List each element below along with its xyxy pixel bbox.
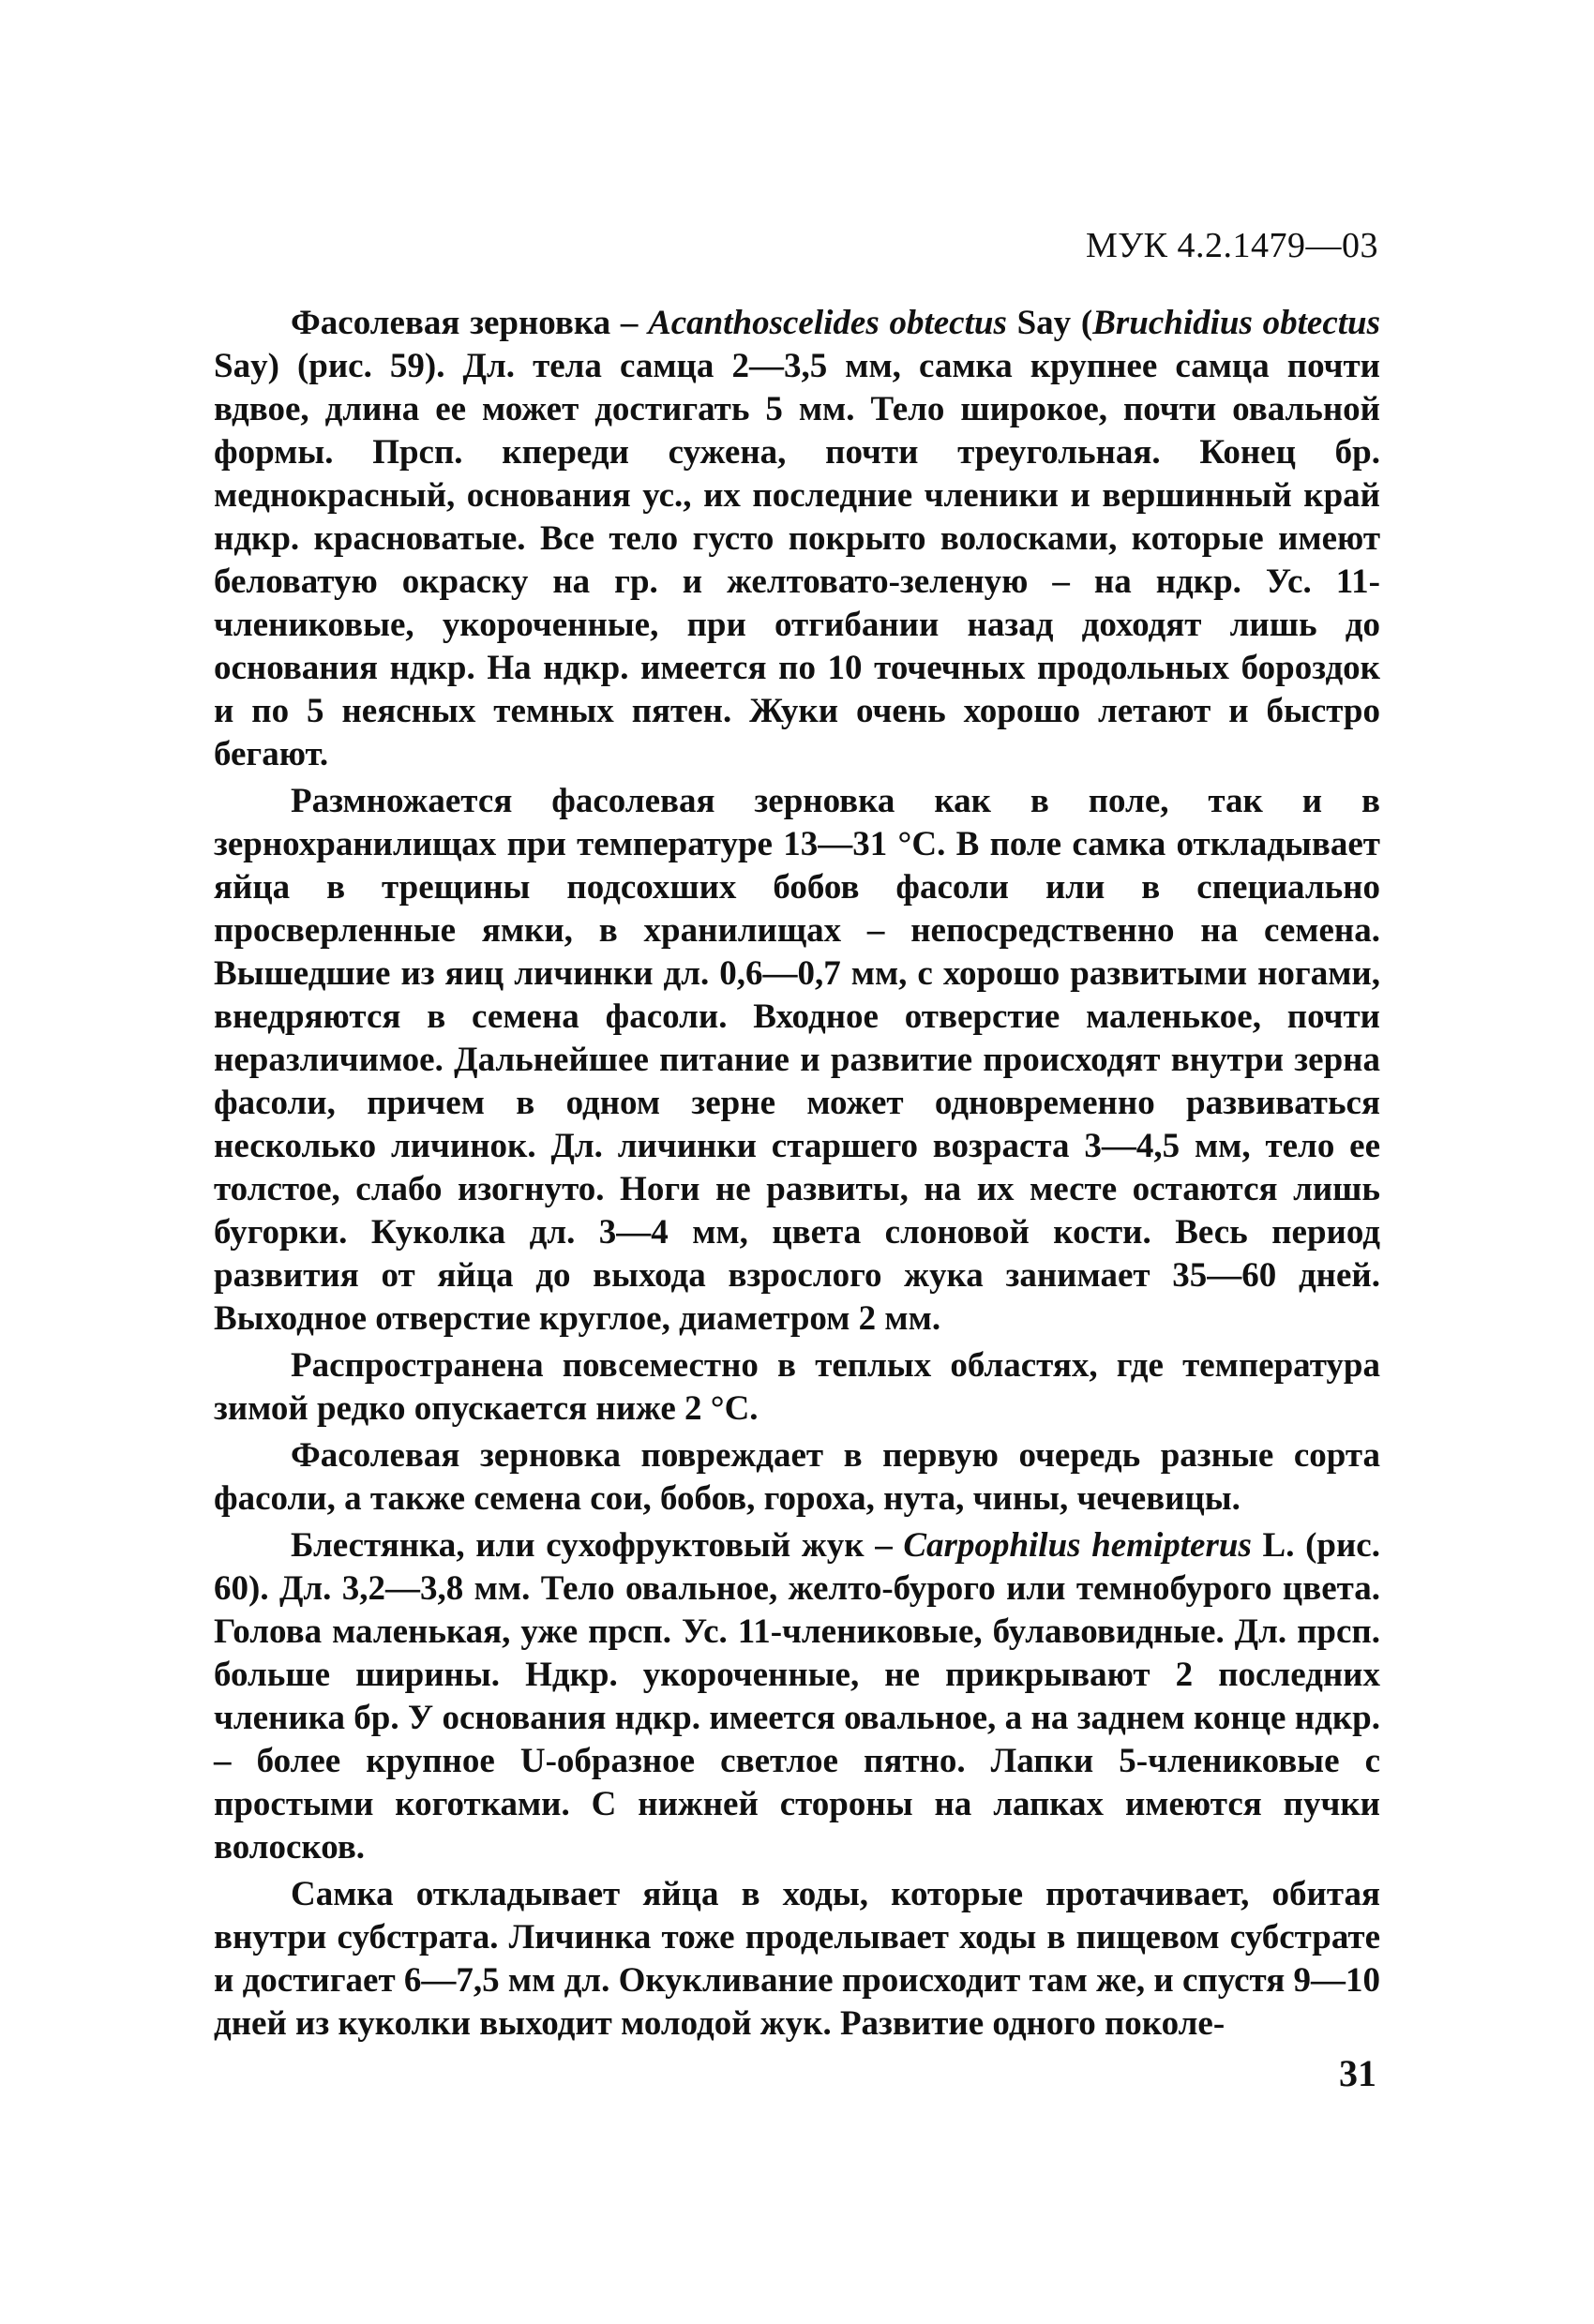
species-term-alt: сухофруктовый жук	[546, 1526, 865, 1565]
latin-synonym: Bruchidius obtectus	[1092, 304, 1380, 342]
document-code-header: МУК 4.2.1479—03	[1085, 226, 1378, 265]
paragraph-text: Say) (рис. 59). Дл. тела самца 2—3,5 мм, самка крупнее самца почти вдвое, длина ее может достигать 5 мм. Тело широкое, почти овальной формы. Прсп. кпереди сужена, почти треугольная. Конец бр. меднокрасный, основания ус., их последние членики и вершинный край ндкр. красноватые. Все тело густо покрыто волосками, которые имеют беловатую окраску на гр. и желтовато-зеленую – на ндкр. Ус. 11-члениковые, укороченные, при отгибании назад доходят лишь до основания ндкр. На ндкр. имеется по 10 точечных продольных бороздок и по 5 неясных темных пятен. Жуки очень хорошо летают и быстро бегают.	[214, 347, 1380, 773]
latin-name: Carpophilus hemipterus	[903, 1526, 1252, 1565]
paragraph-text: , или	[456, 1526, 547, 1565]
document-body	[214, 302, 1380, 2049]
paragraph-distribution: Распространена повсеместно в теплых областях, где температура зимой редко опускается ниже 2 °С.	[214, 1346, 1380, 1428]
separator: –	[610, 304, 649, 342]
paragraph-text: Say (	[1006, 304, 1093, 342]
paragraph-bean-weevil-description	[214, 302, 1380, 776]
paragraph-sap-beetle-development: Самка откладывает яйца в ходы, которые протачивает, обитая внутри субстрата. Личинка тоже проделывает ходы в пищевом субстрате и достигает 6—7,5 мм дл. Окукливание происходит там же, и спустя 9—10 дней из куколки выходит молодой жук. Развитие одного поколе-	[214, 1875, 1380, 2043]
page-number: 31	[1339, 2052, 1376, 2094]
latin-name: Acanthoscelides obtectus	[648, 304, 1007, 342]
paragraph-sap-beetle-description	[214, 1524, 1380, 1869]
paragraph-text: L. (рис. 60). Дл. 3,2—3,8 мм. Тело овальное, желто-бурого или темнобурого цвета. Голова маленькая, уже прсп. Ус. 11-члениковые, булавовидные. Дл. прсп. больше ширины. Ндкр. укороченные, не прикрывают 2 последних членика бр. У основания ндкр. имеется овальное, а на заднем конце ндкр. – более крупное U-образное светлое пятно. Лапки 5-члениковые с простыми коготками. С нижней стороны на лапках имеются пучки волосков.	[214, 1526, 1380, 1867]
species-term: Фасолевая зерновка	[291, 304, 611, 342]
paragraph-reproduction: Размножается фасолевая зерновка как в поле, так и в зернохранилищах при температуре 13—31 °С. В поле самка откладывает яйца в трещины подсохших бобов фасоли или в специально просверленные ямки, в хранилищах – непосредственно на семена. Вышедшие из яиц личинки дл. 0,6—0,7 мм, с хорошо развитыми ногами, внедряются в семена фасоли. Входное отверстие маленькое, почти неразличимое. Дальнейшее питание и развитие происходят внутри зерна фасоли, причем в одном зерне может одновременно развиваться несколько личинок. Дл. личинки старшего возраста 3—4,5 мм, тело ее толстое, слабо изогнуто. Ноги не развиты, на их месте остаются лишь бугорки. Куколка дл. 3—4 мм, цвета слоновой кости. Весь период развития от яйца до выхода взрослого жука занимает 35—60 дней. Выходное отверстие круглое, диаметром 2 мм.	[214, 782, 1380, 1338]
separator: –	[864, 1526, 904, 1565]
species-term: Блестянка	[291, 1526, 457, 1565]
paragraph-damage: Фасолевая зерновка повреждает в первую очередь разные сорта фасоли, а также семена сои, бобов, гороха, нута, чины, чечевицы.	[214, 1436, 1380, 1518]
